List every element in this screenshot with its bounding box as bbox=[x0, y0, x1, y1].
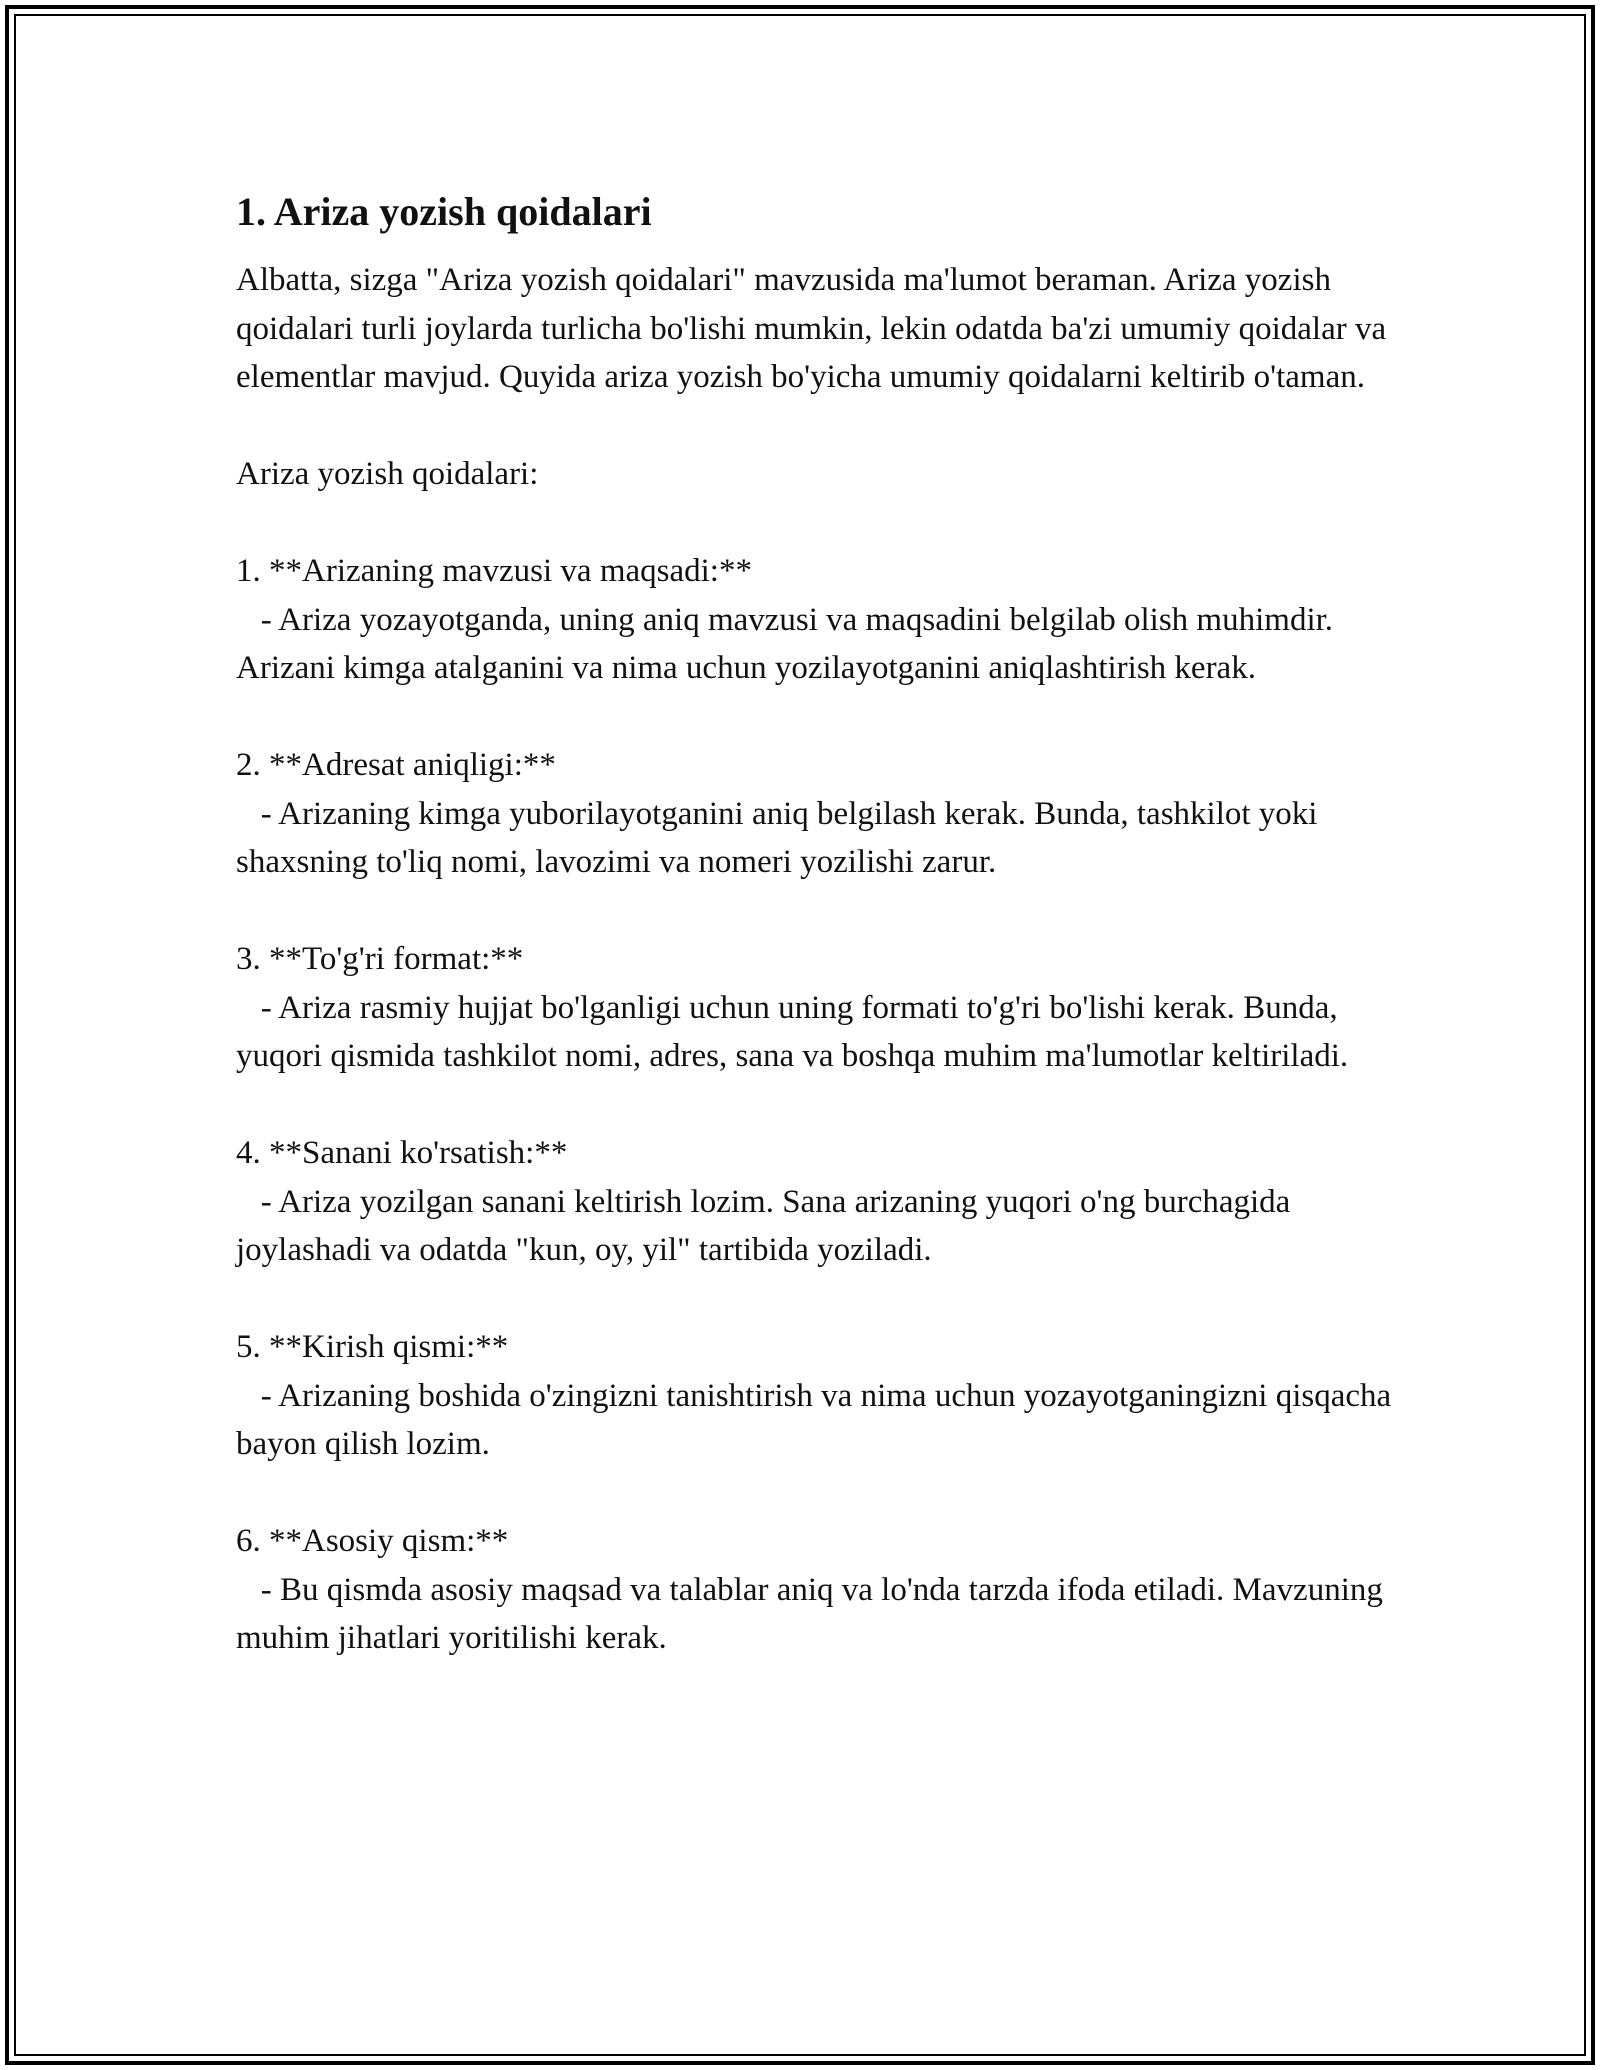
rule-body: - Ariza yozilgan sanani keltirish lozim. Sana arizaning yuqori o'ng burchagida joylashadi va odatda "kun, oy, yil" tartibida yoziladi. bbox=[236, 1183, 1299, 1268]
rule-item-1 bbox=[236, 547, 1426, 693]
rule-item-3 bbox=[236, 935, 1426, 1081]
rule-body: - Arizaning kimga yuborilayotganini aniq belgilash kerak. Bunda, tashkilot yoki shaxsning to'liq nomi, lavozimi va nomeri yozilishi zarur. bbox=[236, 795, 1326, 880]
document-body bbox=[236, 184, 1426, 1711]
rule-heading: 3. **To'g'ri format:** bbox=[236, 941, 524, 977]
rule-body: - Ariza rasmiy hujjat bo'lganligi uchun uning formati to'g'ri bo'lishi kerak. Bunda, yuqori qismida tashkilot nomi, adres, sana va boshqa muhim ma'lumotlar keltiriladi. bbox=[236, 989, 1349, 1074]
rule-heading: 4. **Sanani ko'rsatish:** bbox=[236, 1135, 568, 1171]
rule-item-5 bbox=[236, 1323, 1426, 1469]
rule-body: - Bu qismda asosiy maqsad va talablar aniq va lo'nda tarzda ifoda etiladi. Mavzuning muhim jihatlari yoritilishi kerak. bbox=[236, 1571, 1392, 1656]
document-title: 1. Ariza yozish qoidalari bbox=[236, 189, 652, 234]
rule-heading: 5. **Kirish qismi:** bbox=[236, 1329, 509, 1365]
rules-subheading: Ariza yozish qoidalari: bbox=[236, 456, 539, 492]
intro-paragraph: Albatta, sizga "Ariza yozish qoidalari" mavzusida ma'lumot beraman. Ariza yozish qoidalari turli joylarda turlicha bo'lishi mumkin, lekin odatda ba'zi umumiy qoidalar va elementlar mavjud. Quyida ariza yozish bo'yicha umumiy qoidalarni keltirib o'taman. bbox=[236, 262, 1395, 395]
rule-heading: 6. **Asosiy qism:** bbox=[236, 1523, 509, 1559]
rule-heading: 2. **Adresat aniqligi:** bbox=[236, 747, 556, 783]
rule-heading: 1. **Arizaning mavzusi va maqsadi:** bbox=[236, 553, 752, 589]
rule-item-4 bbox=[236, 1129, 1426, 1275]
rule-item-2 bbox=[236, 741, 1426, 887]
rule-item-6 bbox=[236, 1517, 1426, 1663]
rule-body: - Arizaning boshida o'zingizni tanishtirish va nima uchun yozayotganingizni qisqacha bayon qilish lozim. bbox=[236, 1377, 1400, 1462]
rule-body: - Ariza yozayotganda, uning aniq mavzusi va maqsadini belgilab olish muhimdir. Arizani kimga atalganini va nima uchun yozilayotganini aniqlashtirish kerak. bbox=[236, 601, 1340, 686]
